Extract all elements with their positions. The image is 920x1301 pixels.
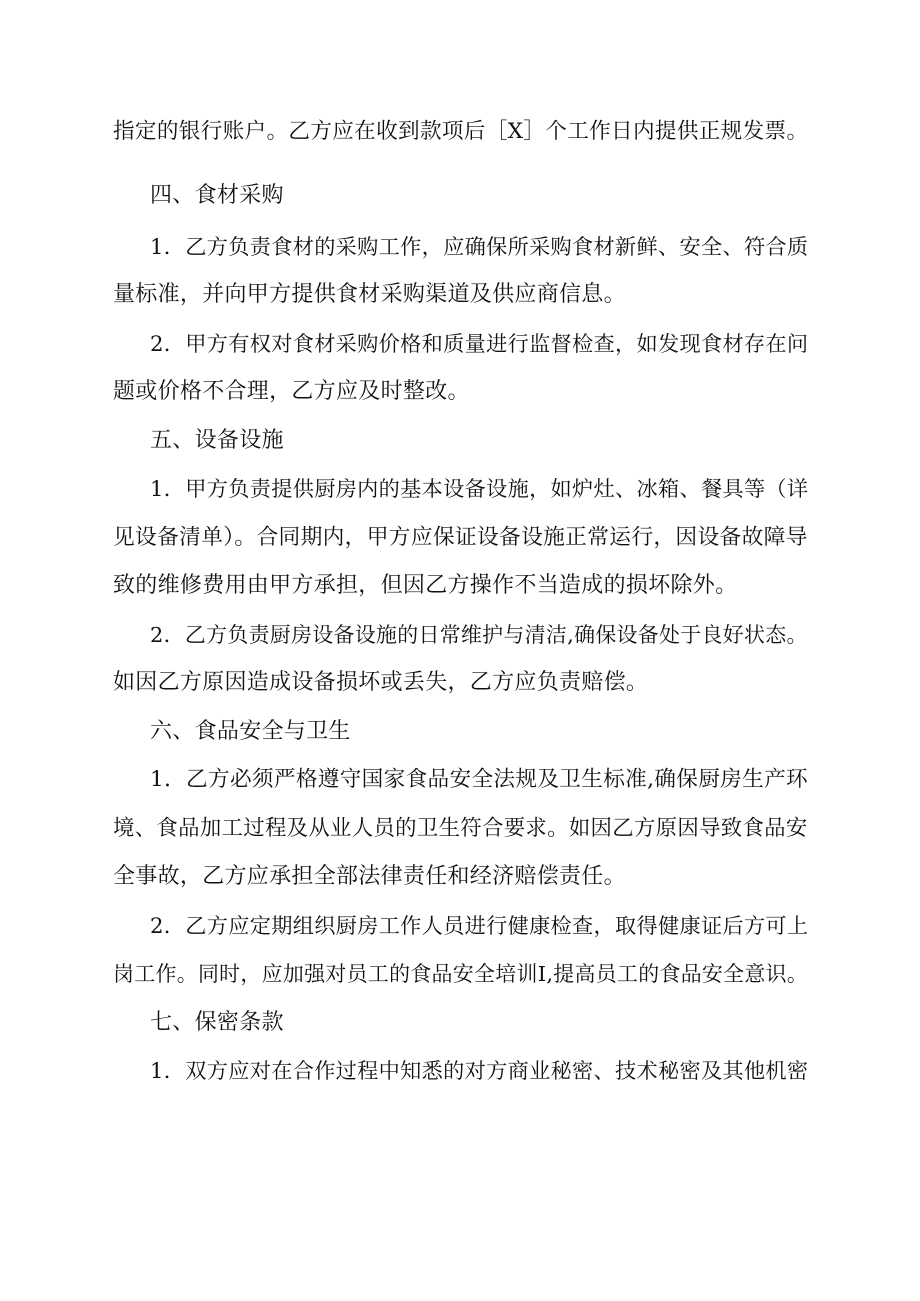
paragraph-line: 1．乙方必须严格遵守国家食品安全法规及卫生标准,确保厨房生产环 [150,767,808,792]
paragraph-line: 1．双方应对在合作过程中知悉的对方商业秘密、技术秘密及其他机密 [150,1058,809,1083]
paragraph-line: 见设备清单）。合同期内，甲方应保证设备设施正常运行，因设备故障导 [113,525,808,550]
paragraph-line: 1．乙方负责食材的采购工作，应确保所采购食材新鲜、安全、符合质 [150,234,809,259]
section-heading: 七、保密条款 [150,1010,284,1035]
section-heading: 四、食材采购 [150,183,284,208]
paragraph-line: 1．甲方负责提供厨房内的基本设备设施，如炉灶、冰箱、餐具等（详 [150,476,809,501]
section-heading: 五、设备设施 [150,428,284,453]
paragraph-line: 境、食品加工过程及从业人员的卫生符合要求。如因乙方原因导致食品安 [113,816,808,841]
paragraph-line: 2．乙方负责厨房设备设施的日常维护与清洁,确保设备处于良好状态。 [150,623,808,647]
section-heading: 六、食品安全与卫生 [150,719,351,744]
paragraph-line: 指定的银行账户。乙方应在收到款项后［X］个工作日内提供正规发票。 [113,119,809,144]
paragraph-line: 量标准，并向甲方提供食材采购渠道及供应商信息。 [113,282,626,307]
paragraph-line: 全事故，乙方应承担全部法律责任和经济赔偿责任。 [113,864,626,889]
paragraph-line: 如因乙方原因造成设备损坏或丢失，乙方应负责赔偿。 [113,670,649,695]
paragraph-line: 2．甲方有权对食材采购价格和质量进行监督检查，如发现食材存在问 [150,331,809,356]
paragraph-line: 2．乙方应定期组织厨房工作人员进行健康检查，取得健康证后方可上 [150,913,809,938]
paragraph-line: 题或价格不合理，乙方应及时整改。 [113,379,470,404]
paragraph-line: 致的维修费用由甲方承担，但因乙方操作不当造成的损坏除外。 [113,573,738,598]
paragraph-line: 岗工作。同时，应加强对员工的食品安全培训I,提高员工的食品安全意识。 [113,962,809,986]
